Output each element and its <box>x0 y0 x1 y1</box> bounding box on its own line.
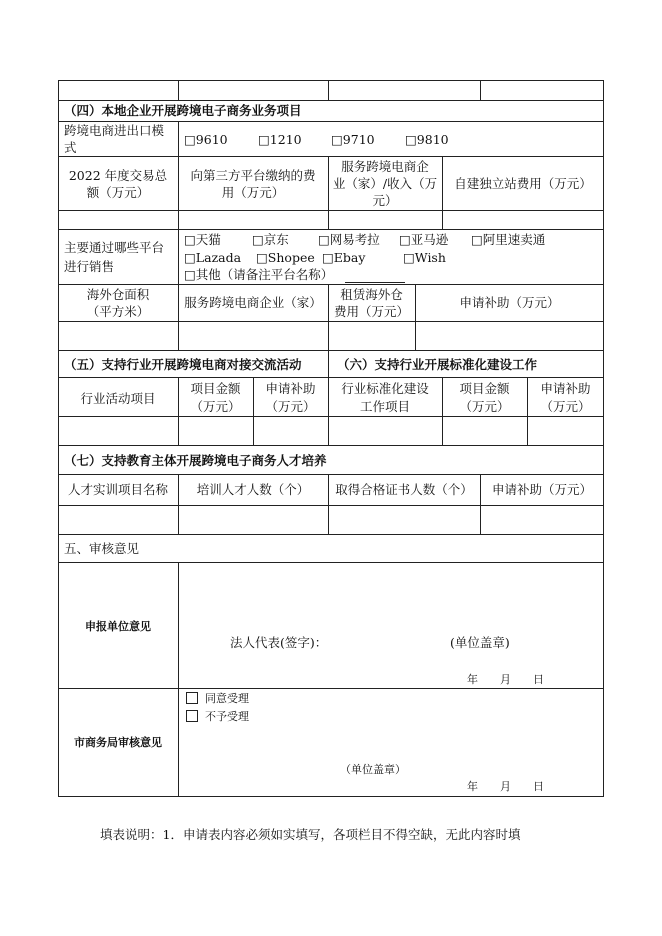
divider <box>328 416 329 446</box>
mode-label-line1: 跨境电商进出口模 <box>64 123 165 138</box>
mode-option-9710[interactable]: □9710 <box>331 132 375 147</box>
divider <box>442 210 443 230</box>
standard-amount-header-line2: （万元） <box>459 399 510 414</box>
divider <box>178 321 179 351</box>
divider <box>480 505 481 535</box>
review-title-row <box>58 534 604 563</box>
standard-project-header-line1: 行业标准化建设 <box>341 381 429 396</box>
divider <box>328 321 329 351</box>
divider <box>178 121 179 157</box>
standard-amount-header-line1: 项目金额 <box>459 381 510 396</box>
divider <box>178 229 179 285</box>
platform-other-blank[interactable] <box>345 282 405 283</box>
mode-label-line2: 式 <box>64 140 77 155</box>
section6-title: （六）支持行业开展标准化建设工作 <box>337 357 538 372</box>
bureau-opinion-label: 市商务局审核意见 <box>74 736 162 749</box>
legal-rep-signature[interactable]: 法人代表(签字)： <box>230 635 328 650</box>
divider <box>178 416 179 446</box>
platform-other[interactable]: □其他（请备注平台名称） <box>184 267 334 282</box>
divider <box>527 416 528 446</box>
service-header-line2: 业（家）/收入（万 <box>332 176 438 191</box>
platform-kaola[interactable]: □网易考拉 <box>318 232 380 247</box>
rent-fee-header-line1: 租赁海外仓 <box>340 287 403 302</box>
bureau-unit-seal: （单位盖章） <box>340 763 406 776</box>
divider <box>328 505 329 535</box>
trade-total-header-line2: 额（万元） <box>86 185 150 200</box>
reject-checkbox[interactable] <box>186 710 198 722</box>
platform-label-line1: 主要通过哪些平台 <box>64 240 165 255</box>
trainees-header: 培训人才人数（个） <box>196 482 310 497</box>
divider <box>328 80 329 101</box>
training-subsidy-header: 申请补助（万元） <box>491 482 592 497</box>
warehouse-subsidy-header: 申请补助（万元） <box>459 295 560 310</box>
reject-label: 不予受理 <box>205 710 249 723</box>
activity-amount-header-line2: （万元） <box>190 399 241 414</box>
mode-option-1210[interactable]: □1210 <box>258 132 302 147</box>
platform-wish[interactable]: □Wish <box>403 250 446 265</box>
section7-input-row[interactable] <box>58 505 604 535</box>
platform-fee-header-line2: 用（万元） <box>221 185 285 200</box>
standard-subsidy-header-line1: 申请补助 <box>540 381 591 396</box>
divider <box>253 416 254 446</box>
trade-total-header-line1: 2022 年度交易总 <box>68 168 168 183</box>
section4-title: （四）本地企业开展跨境电子商务业务项目 <box>64 103 302 118</box>
divider <box>178 688 179 797</box>
platform-jd[interactable]: □京东 <box>252 232 289 247</box>
warehouse-service-header: 服务跨境电商企业（家） <box>184 295 322 310</box>
mode-option-9810[interactable]: □9810 <box>405 132 449 147</box>
divider <box>328 350 329 378</box>
applicant-unit-seal: (单位盖章) <box>450 635 510 650</box>
divider <box>415 321 416 351</box>
warehouse-area-header-line1: 海外仓面积 <box>86 287 150 302</box>
platform-tmall[interactable]: □天猫 <box>184 232 221 247</box>
platform-fee-header-line1: 向第三方平台缴纳的费 <box>190 168 316 183</box>
certified-header: 取得合格证书人数（个） <box>335 482 473 497</box>
section5-title: （五）支持行业开展跨境电商对接交流活动 <box>64 357 302 372</box>
standard-project-header-line2: 工作项目 <box>359 399 410 414</box>
top-blank-row <box>58 80 604 101</box>
platform-lazada[interactable]: □Lazada <box>184 250 242 265</box>
activity-subsidy-header-line2: （万元） <box>265 399 316 414</box>
review-title: 五、审核意见 <box>64 541 140 556</box>
warehouse-input-row[interactable] <box>58 321 604 351</box>
accept-checkbox[interactable] <box>186 692 198 704</box>
divider <box>480 80 481 101</box>
platform-aliexpress[interactable]: □阿里速卖通 <box>471 232 546 247</box>
service-header-line1: 服务跨境电商企 <box>341 159 429 174</box>
applicant-date[interactable]: 年 月 日 <box>467 673 544 686</box>
platform-amazon[interactable]: □亚马逊 <box>399 232 449 247</box>
accept-label: 同意受理 <box>205 692 249 705</box>
activity-amount-header-line1: 项目金额 <box>190 381 241 396</box>
section56-input-row[interactable] <box>58 416 604 446</box>
activity-header: 行业活动项目 <box>80 391 156 406</box>
applicant-opinion-label: 申报单位意见 <box>85 620 151 633</box>
bureau-date[interactable]: 年 月 日 <box>467 780 544 793</box>
rent-fee-header-line2: 费用（万元） <box>333 304 409 319</box>
platform-label-line2: 进行销售 <box>64 259 115 274</box>
divider <box>178 505 179 535</box>
divider <box>328 210 329 230</box>
activity-subsidy-header-line1: 申请补助 <box>265 381 316 396</box>
divider <box>178 562 179 689</box>
platform-ebay[interactable]: □Ebay <box>322 250 366 265</box>
section7-title: （七）支持教育主体开展跨境电子商务人才培养 <box>64 453 327 468</box>
divider <box>178 80 179 101</box>
service-header-line3: 元） <box>372 193 398 208</box>
divider <box>178 210 179 230</box>
platform-shopee[interactable]: □Shopee <box>256 250 315 265</box>
training-project-header: 人才实训项目名称 <box>67 482 168 497</box>
warehouse-area-header-line2: （平方米） <box>86 304 150 319</box>
own-site-header: 自建独立站费用（万元） <box>454 176 592 191</box>
footer-note: 填表说明：1．申请表内容必须如实填写，各项栏目不得空缺，无此内容时填 <box>100 827 521 842</box>
mode-option-9610[interactable]: □9610 <box>184 132 228 147</box>
divider <box>442 416 443 446</box>
standard-subsidy-header-line2: （万元） <box>540 399 591 414</box>
trade-input-row[interactable] <box>58 210 604 230</box>
